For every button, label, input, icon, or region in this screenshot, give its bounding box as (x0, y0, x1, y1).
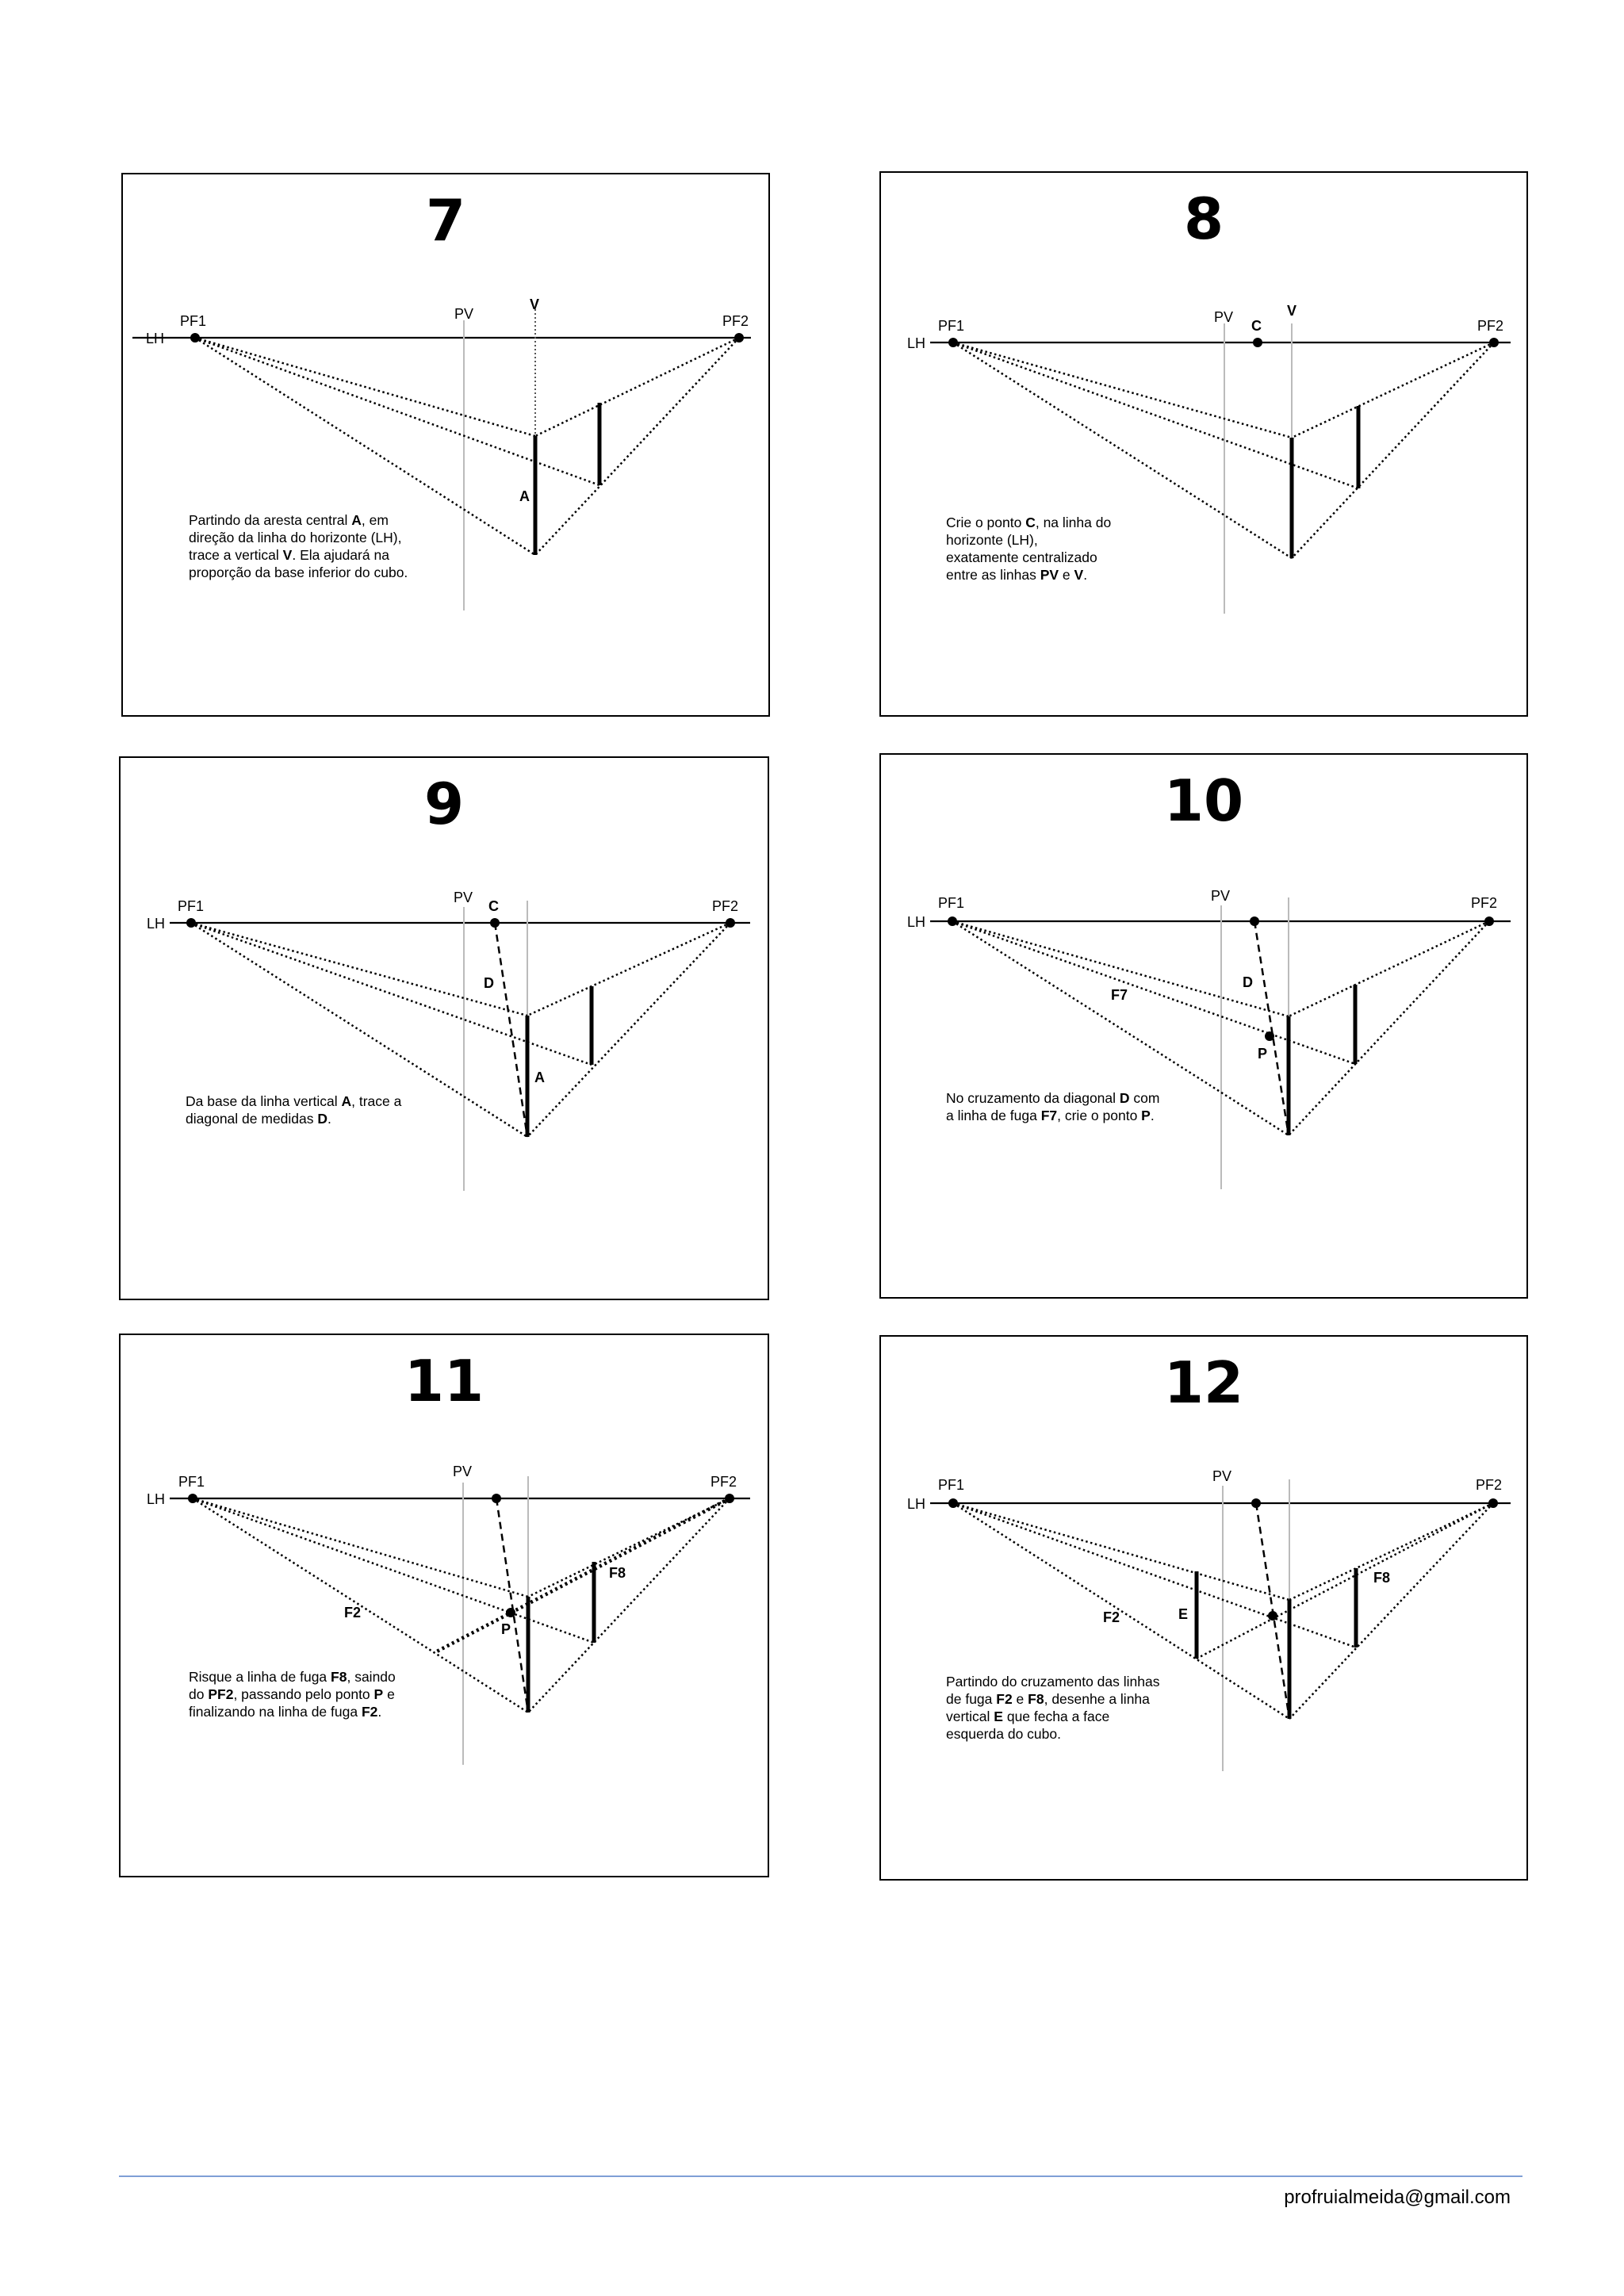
instruction-run: trace a vertical (189, 547, 283, 563)
pf2-point (1489, 338, 1499, 347)
instruction-bold-run: A (341, 1093, 352, 1109)
f8-label: F8 (1373, 1570, 1391, 1586)
instruction-line (189, 1703, 396, 1720)
instruction-run: direção da linha do horizonte (LH), (189, 530, 402, 545)
instruction-run: Partindo da aresta central (189, 512, 352, 528)
pf1-point (948, 916, 957, 926)
instruction-run: , saindo (347, 1669, 396, 1685)
p-label: P (1258, 1046, 1268, 1062)
f7-label: F7 (1111, 987, 1128, 1003)
instruction-run: . Ela ajudará na (292, 547, 389, 563)
diagonal-d (495, 923, 527, 1137)
c-point (1253, 338, 1262, 347)
instruction-run: e (383, 1686, 395, 1702)
instruction-run: diagonal de medidas (186, 1111, 318, 1127)
instruction-run: , na linha do (1035, 515, 1112, 530)
a-label: A (534, 1070, 545, 1085)
pv-label: PV (1211, 888, 1231, 904)
panel-step-10 (879, 753, 1528, 1299)
instruction-line (189, 511, 408, 529)
step-number: 10 (1163, 767, 1244, 834)
instruction-line (946, 1725, 1159, 1743)
instruction-line (189, 546, 408, 564)
d-label: D (484, 975, 494, 991)
pf1-point (948, 338, 958, 347)
instruction-run: Risque a linha de fuga (189, 1669, 331, 1685)
instruction-bold-run: PV (1040, 567, 1059, 583)
pf2-point (725, 1494, 734, 1503)
instruction-run: finalizando na linha de fuga (189, 1704, 362, 1720)
pv-label: PV (1214, 309, 1234, 325)
instruction-bold-run: F2 (361, 1704, 378, 1720)
instruction-run: entre as linhas (946, 567, 1040, 583)
instruction-run: No cruzamento da diagonal (946, 1090, 1120, 1106)
instruction-run: . (327, 1111, 331, 1127)
lh-label: LH (906, 335, 925, 351)
instruction-line (946, 531, 1111, 549)
instruction-text (186, 1093, 401, 1127)
instruction-bold-run: V (1074, 567, 1084, 583)
footer-email: profruialmeida@gmail.com (1284, 2187, 1511, 2208)
instruction-text (946, 1673, 1159, 1743)
pf1-label: PF1 (938, 318, 965, 334)
panel-step-8 (879, 171, 1528, 717)
instruction-run: , desenhe a linha (1044, 1691, 1150, 1707)
instruction-run: vertical (946, 1709, 994, 1724)
instruction-run: proporção da base inferior do cubo. (189, 564, 408, 580)
pf1-label: PF1 (180, 313, 207, 329)
perspective-diagram (121, 758, 771, 1302)
instruction-line (189, 1686, 396, 1703)
instruction-text (946, 1089, 1159, 1124)
diagonal-d (1254, 921, 1289, 1135)
instruction-bold-run: V (282, 547, 293, 563)
step-number: 11 (404, 1348, 485, 1414)
pf2-label: PF2 (712, 898, 739, 914)
instruction-text (189, 511, 408, 581)
lh-label: LH (906, 914, 925, 930)
pf1-point (186, 918, 196, 928)
vanishing-line-f8 (435, 1498, 730, 1652)
perspective-diagram (123, 174, 772, 718)
footer-divider (119, 2175, 1522, 2177)
instruction-line (946, 1089, 1159, 1107)
c-point (490, 918, 500, 928)
pv-label: PV (1212, 1468, 1232, 1484)
panel-step-11 (119, 1334, 769, 1877)
instruction-line (946, 1708, 1159, 1725)
instruction-line (946, 1107, 1159, 1124)
step-number: 7 (425, 187, 466, 254)
f8-label: F8 (609, 1565, 626, 1581)
instruction-run: a linha de fuga (946, 1108, 1041, 1123)
p-point (506, 1608, 515, 1617)
instruction-bold-run: F2 (996, 1691, 1013, 1707)
instruction-run: esquerda do cubo. (946, 1726, 1061, 1742)
lh-label: LH (146, 916, 165, 932)
step-number: 12 (1163, 1349, 1244, 1416)
c-label: C (488, 898, 499, 914)
v-label: V (1287, 303, 1297, 319)
instruction-bold-run: E (994, 1709, 1003, 1724)
instruction-bold-run: F8 (1028, 1691, 1044, 1707)
instruction-run: de fuga (946, 1691, 997, 1707)
pf1-point (188, 1494, 197, 1503)
f2-label: F2 (344, 1605, 362, 1621)
instruction-line (946, 514, 1111, 531)
v-label: V (530, 297, 540, 312)
pv-label: PV (454, 890, 473, 905)
instruction-run: Crie o ponto (946, 515, 1026, 530)
p-point (1265, 1031, 1274, 1041)
instruction-line (946, 1673, 1159, 1690)
instruction-run: e (1059, 567, 1074, 583)
pf2-point (726, 918, 735, 928)
c-label: C (1251, 318, 1262, 334)
instruction-run: , crie o ponto (1057, 1108, 1142, 1123)
pf1-label: PF1 (938, 1477, 965, 1493)
pf2-label: PF2 (710, 1474, 737, 1490)
p-label: P (501, 1621, 511, 1637)
step-number: 9 (423, 771, 465, 837)
instruction-line (946, 1690, 1159, 1708)
lh-label: LH (906, 1496, 925, 1512)
panel-step-12 (879, 1335, 1528, 1881)
pf1-point (948, 1498, 958, 1508)
instruction-line (189, 564, 408, 581)
instruction-run: que fecha a face (1002, 1709, 1110, 1724)
lh-label: LH (146, 1491, 165, 1507)
instruction-run: e (1012, 1691, 1028, 1707)
pf1-label: PF1 (178, 1474, 205, 1490)
instruction-bold-run: D (317, 1111, 328, 1127)
f2-label: F2 (1103, 1609, 1120, 1625)
pf2-label: PF2 (722, 313, 749, 329)
pf1-label: PF1 (178, 898, 205, 914)
step-number: 8 (1183, 186, 1224, 252)
panel-step-9 (119, 756, 769, 1300)
perspective-diagram (121, 1335, 771, 1879)
c-point (492, 1494, 501, 1503)
pf2-point (734, 333, 744, 342)
instruction-line (946, 566, 1111, 584)
pf2-label: PF2 (1477, 318, 1504, 334)
instruction-text (946, 514, 1111, 584)
instruction-run: , trace a (351, 1093, 402, 1109)
pv-label: PV (454, 306, 474, 322)
instruction-bold-run: F8 (331, 1669, 347, 1685)
instruction-run: . (1150, 1108, 1155, 1123)
a-label: A (519, 488, 530, 504)
diagonal-d (496, 1498, 528, 1712)
pf2-label: PF2 (1471, 895, 1498, 911)
pv-label: PV (453, 1464, 473, 1479)
perspective-diagram (881, 173, 1530, 718)
instruction-run: , em (361, 512, 389, 528)
c-point (1250, 916, 1259, 926)
panel-step-7 (121, 173, 770, 717)
instruction-line (946, 549, 1111, 566)
instruction-bold-run: P (1141, 1108, 1151, 1123)
c-point (1251, 1498, 1261, 1508)
pf2-point (1484, 916, 1494, 926)
instruction-line (186, 1110, 401, 1127)
instruction-line (189, 1668, 396, 1686)
perspective-diagram (881, 1337, 1530, 1882)
instruction-run: . (1083, 567, 1088, 583)
lh-label: LH (145, 331, 164, 346)
instruction-bold-run: C (1025, 515, 1036, 530)
p-point (1268, 1611, 1277, 1621)
instruction-bold-run: P (373, 1686, 384, 1702)
instruction-bold-run: F7 (1040, 1108, 1058, 1123)
instruction-run: , passando pelo ponto (233, 1686, 374, 1702)
instruction-run: Da base da linha vertical (186, 1093, 342, 1109)
pf2-label: PF2 (1476, 1477, 1503, 1493)
instruction-line (186, 1093, 401, 1110)
instruction-bold-run: A (351, 512, 362, 528)
instruction-run: do (189, 1686, 209, 1702)
d-label: D (1243, 974, 1253, 990)
instruction-run: horizonte (LH), (946, 532, 1038, 548)
instruction-bold-run: PF2 (208, 1686, 234, 1702)
instruction-line (189, 529, 408, 546)
pf1-point (190, 333, 200, 342)
instruction-run: . (377, 1704, 382, 1720)
instruction-run: com (1129, 1090, 1160, 1106)
e-label: E (1178, 1606, 1189, 1622)
instruction-run: exatamente centralizado (946, 549, 1097, 565)
instruction-text (189, 1668, 396, 1720)
perspective-diagram (881, 755, 1530, 1300)
instruction-run: Partindo do cruzamento das linhas (946, 1674, 1160, 1689)
instruction-bold-run: D (1119, 1090, 1130, 1106)
pf2-point (1488, 1498, 1498, 1508)
pf1-label: PF1 (938, 895, 965, 911)
